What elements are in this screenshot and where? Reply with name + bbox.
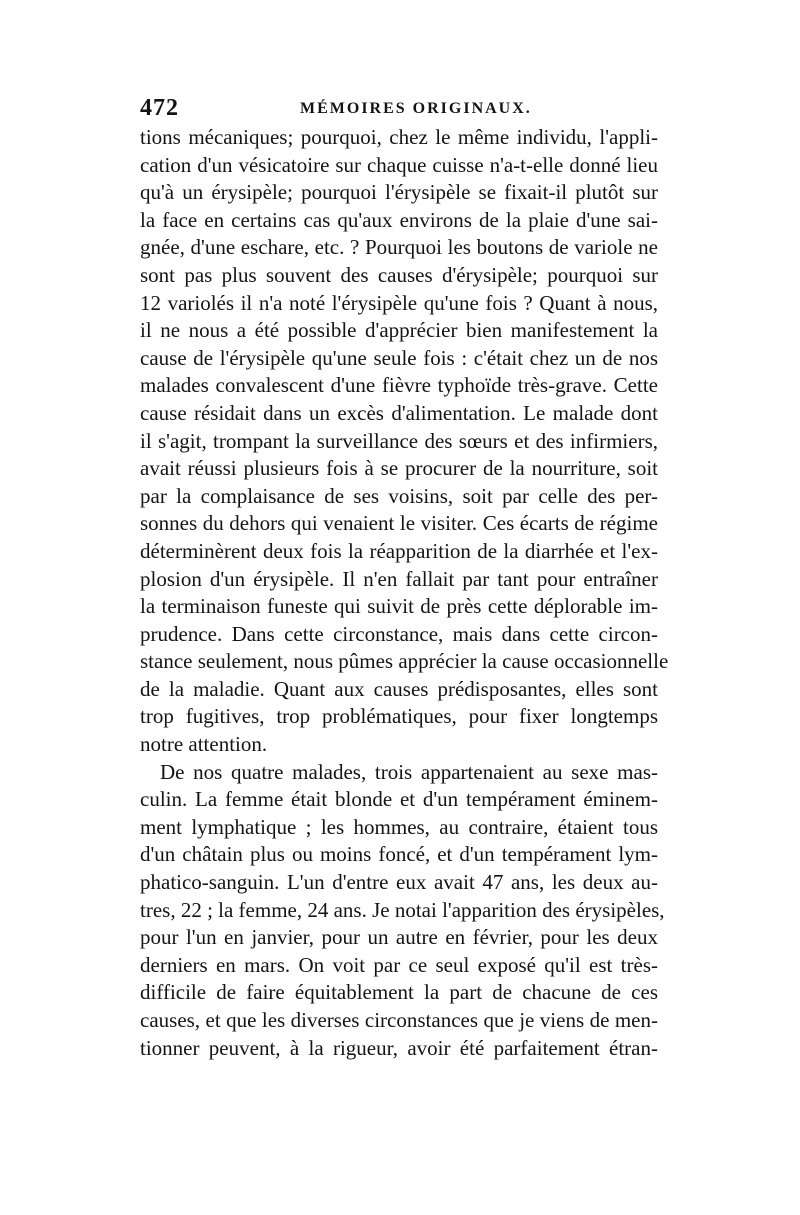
text-line: 12 variolés il n'a noté l'érysipèle qu'une fois ? Quant à nous, [140, 290, 658, 315]
text-line: pour l'un en janvier, pour un autre en février, pour les deux [140, 925, 658, 950]
text-line: difficile de faire équitablement la part de chacune de ces [140, 980, 658, 1005]
paragraph-2 [140, 759, 665, 1063]
text-line: d'un châtain plus ou moins foncé, et d'un tempérament lym- [140, 842, 658, 867]
text-line: tionner peuvent, à la rigueur, avoir été parfaitement étran- [140, 1035, 658, 1060]
paragraph-1 [140, 124, 669, 759]
body-text [140, 124, 669, 1062]
text-line: derniers en mars. On voit par ce seul exposé qu'il est très- [140, 952, 658, 977]
text-line: gnée, d'une eschare, etc. ? Pourquoi les boutons de variole ne [140, 235, 658, 260]
text-line: de la maladie. Quant aux causes prédisposantes, elles sont [140, 676, 658, 701]
text-line: culin. La femme était blonde et d'un tempérament éminem- [140, 787, 658, 812]
text-line: ment lymphatique ; les hommes, au contraire, étaient tous [140, 814, 658, 839]
text-line: cause résidait dans un excès d'alimentation. Le malade dont [140, 400, 658, 425]
text-line: avait réussi plusieurs fois à se procurer de la nourriture, soit [140, 456, 658, 481]
text-line: sonnes du dehors qui venaient le visiter. Ces écarts de régime [140, 511, 658, 536]
text-line: déterminèrent deux fois la réapparition de la diarrhée et l'ex- [140, 538, 658, 563]
text-line: notre attention. [140, 732, 268, 757]
text-line: il ne nous a été possible d'apprécier bien manifestement la [140, 318, 658, 343]
text-line: sont pas plus souvent des causes d'érysipèle; pourquoi sur [140, 262, 658, 287]
text-line: prudence. Dans cette circonstance, mais dans cette circon- [140, 621, 658, 646]
text-line: malades convalescent d'une fièvre typhoïde très-grave. Cette [140, 373, 658, 398]
text-line: cation d'un vésicatoire sur chaque cuisse n'a-t-elle donné lieu [140, 152, 658, 177]
text-line: il s'agit, trompant la surveillance des sœurs et des infirmiers, [140, 428, 658, 453]
running-head [140, 95, 660, 125]
text-line: causes, et que les diverses circonstances que je viens de men- [140, 1008, 658, 1032]
text-line: De nos quatre malades, trois appartenaient au sexe mas- [160, 759, 658, 784]
text-line: qu'à un érysipèle; pourquoi l'érysipèle se fixait-il plutôt sur [140, 180, 658, 205]
text-line: cause de l'érysipèle qu'une seule fois : c'était chez un de nos [140, 345, 658, 370]
text-line: tions mécaniques; pourquoi, chez le même individu, l'appli- [140, 125, 658, 149]
text-line: la face en certains cas qu'aux environs de la plaie d'une sai- [140, 207, 658, 232]
text-line: tres, 22 ; la femme, 24 ans. Je notai l'apparition des érysipèles, [140, 897, 665, 922]
text-line: phatico-sanguin. L'un d'entre eux avait 47 ans, les deux au- [140, 870, 658, 895]
running-title: MÉMOIRES ORIGINAUX. [300, 100, 532, 117]
text-line: plosion d'un érysipèle. Il n'en fallait par tant pour entraîner [140, 566, 658, 591]
text-line: stance seulement, nous pûmes apprécier la cause occasionnelle [140, 649, 669, 674]
text-line: la terminaison funeste qui suivit de près cette déplorable im- [140, 594, 658, 619]
text-line: trop fugitives, trop problématiques, pour fixer longtemps [140, 704, 658, 729]
text-line: par la complaisance de ses voisins, soit par celle des per- [140, 483, 658, 508]
page-number: 472 [140, 95, 179, 121]
